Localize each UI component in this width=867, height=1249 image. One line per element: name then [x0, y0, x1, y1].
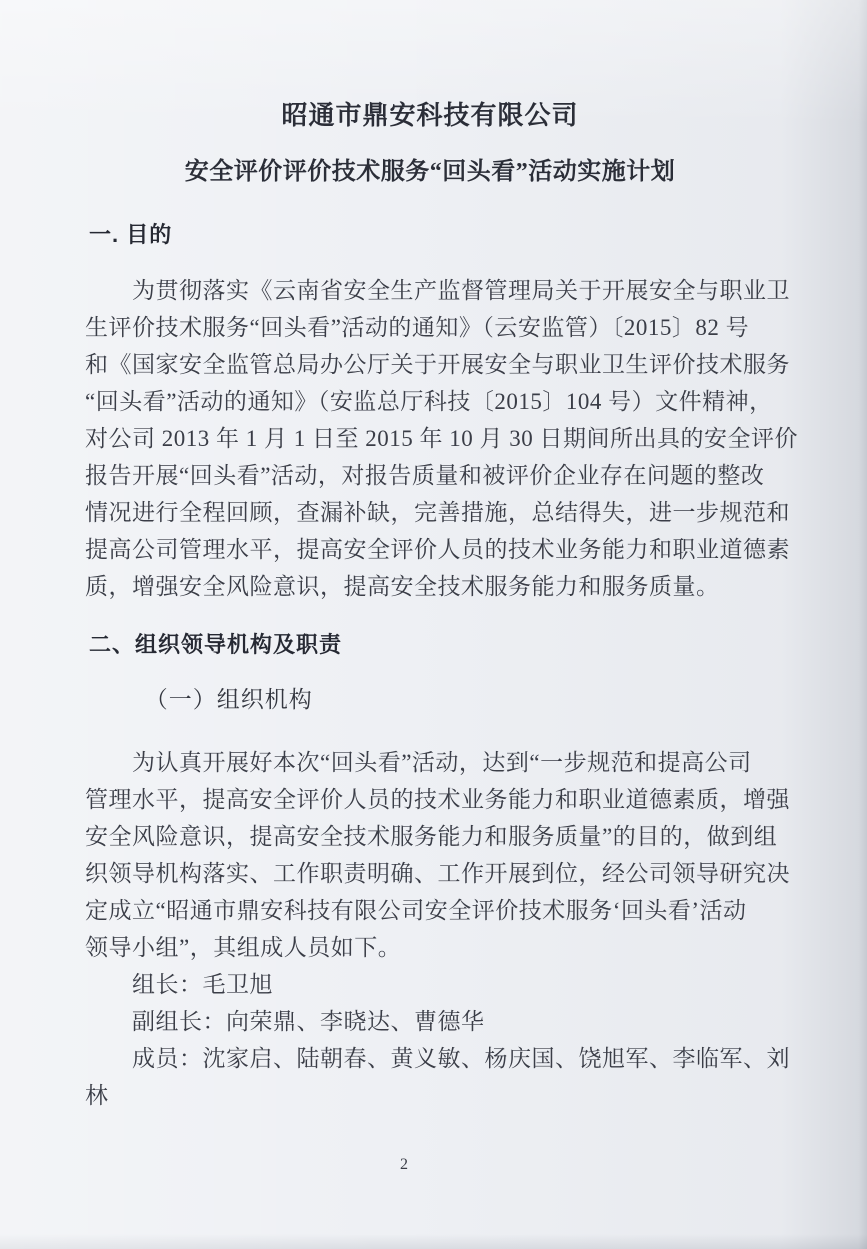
section-heading-purpose: 一. 目的	[89, 222, 173, 247]
text-line: 安全风险意识，提高安全技术服务能力和服务质量”的目的，做到组	[85, 824, 778, 849]
text-line: 副组长：向荣鼎、李晓达、曹德华	[85, 1009, 485, 1034]
text-line: 为认真开展好本次“回头看”活动，达到“一步规范和提高公司	[85, 750, 752, 775]
page-number: 2	[400, 1156, 408, 1173]
text-line: 组长：毛卫旭	[85, 972, 273, 997]
text-line: 织领导机构落实、工作职责明确、工作开展到位，经公司领导研究决	[85, 861, 790, 886]
leading-group-roster	[85, 966, 790, 1114]
text-line: 定成立“昭通市鼎安科技有限公司安全评价技术服务‘回头看’活动	[85, 898, 747, 923]
text-line: 生评价技术服务“回头看”活动的通知》（云安监管）〔2015〕82 号	[85, 315, 750, 340]
text-line: 质，增强安全风险意识，提高安全技术服务能力和服务质量。	[85, 574, 720, 599]
organization-paragraph	[85, 744, 790, 966]
purpose-paragraph	[85, 272, 798, 605]
text-line: 领导小组”，其组成人员如下。	[85, 935, 402, 960]
document-subtitle: 安全评价评价技术服务“回头看”活动实施计划	[184, 159, 676, 185]
text-line: 管理水平，提高安全评价人员的技术业务能力和职业道德素质，增强	[85, 787, 790, 812]
text-line: 成员：沈家启、陆朝春、黄义敏、杨庆国、饶旭军、李临军、刘	[85, 1046, 790, 1071]
subsection-heading-org-structure: （一）组织机构	[144, 687, 313, 712]
text-line: 为贯彻落实《云南省安全生产监督管理局关于开展安全与职业卫	[85, 278, 790, 303]
text-line: 对公司 2013 年 1 月 1 日至 2015 年 10 月 30 日期间所出具的安全评价	[85, 426, 798, 451]
text-line: 提高公司管理水平，提高安全评价人员的技术业务能力和职业道德素	[85, 537, 790, 562]
text-line: 和《国家安全监管总局办公厅关于开展安全与职业卫生评价技术服务	[85, 352, 790, 377]
text-line: “回头看”活动的通知》（安监总厅科技〔2015〕104 号）文件精神，	[85, 389, 773, 414]
text-line: 情况进行全程回顾，查漏补缺，完善措施，总结得失，进一步规范和	[85, 500, 790, 525]
text-line: 报告开展“回头看”活动，对报告质量和被评价企业存在问题的整改	[85, 463, 765, 488]
document-title: 昭通市鼎安科技有限公司	[281, 101, 579, 130]
document-content	[85, 0, 798, 1249]
text-line: 林	[85, 1083, 109, 1108]
section-heading-organization: 二、组织领导机构及职责	[89, 632, 343, 657]
